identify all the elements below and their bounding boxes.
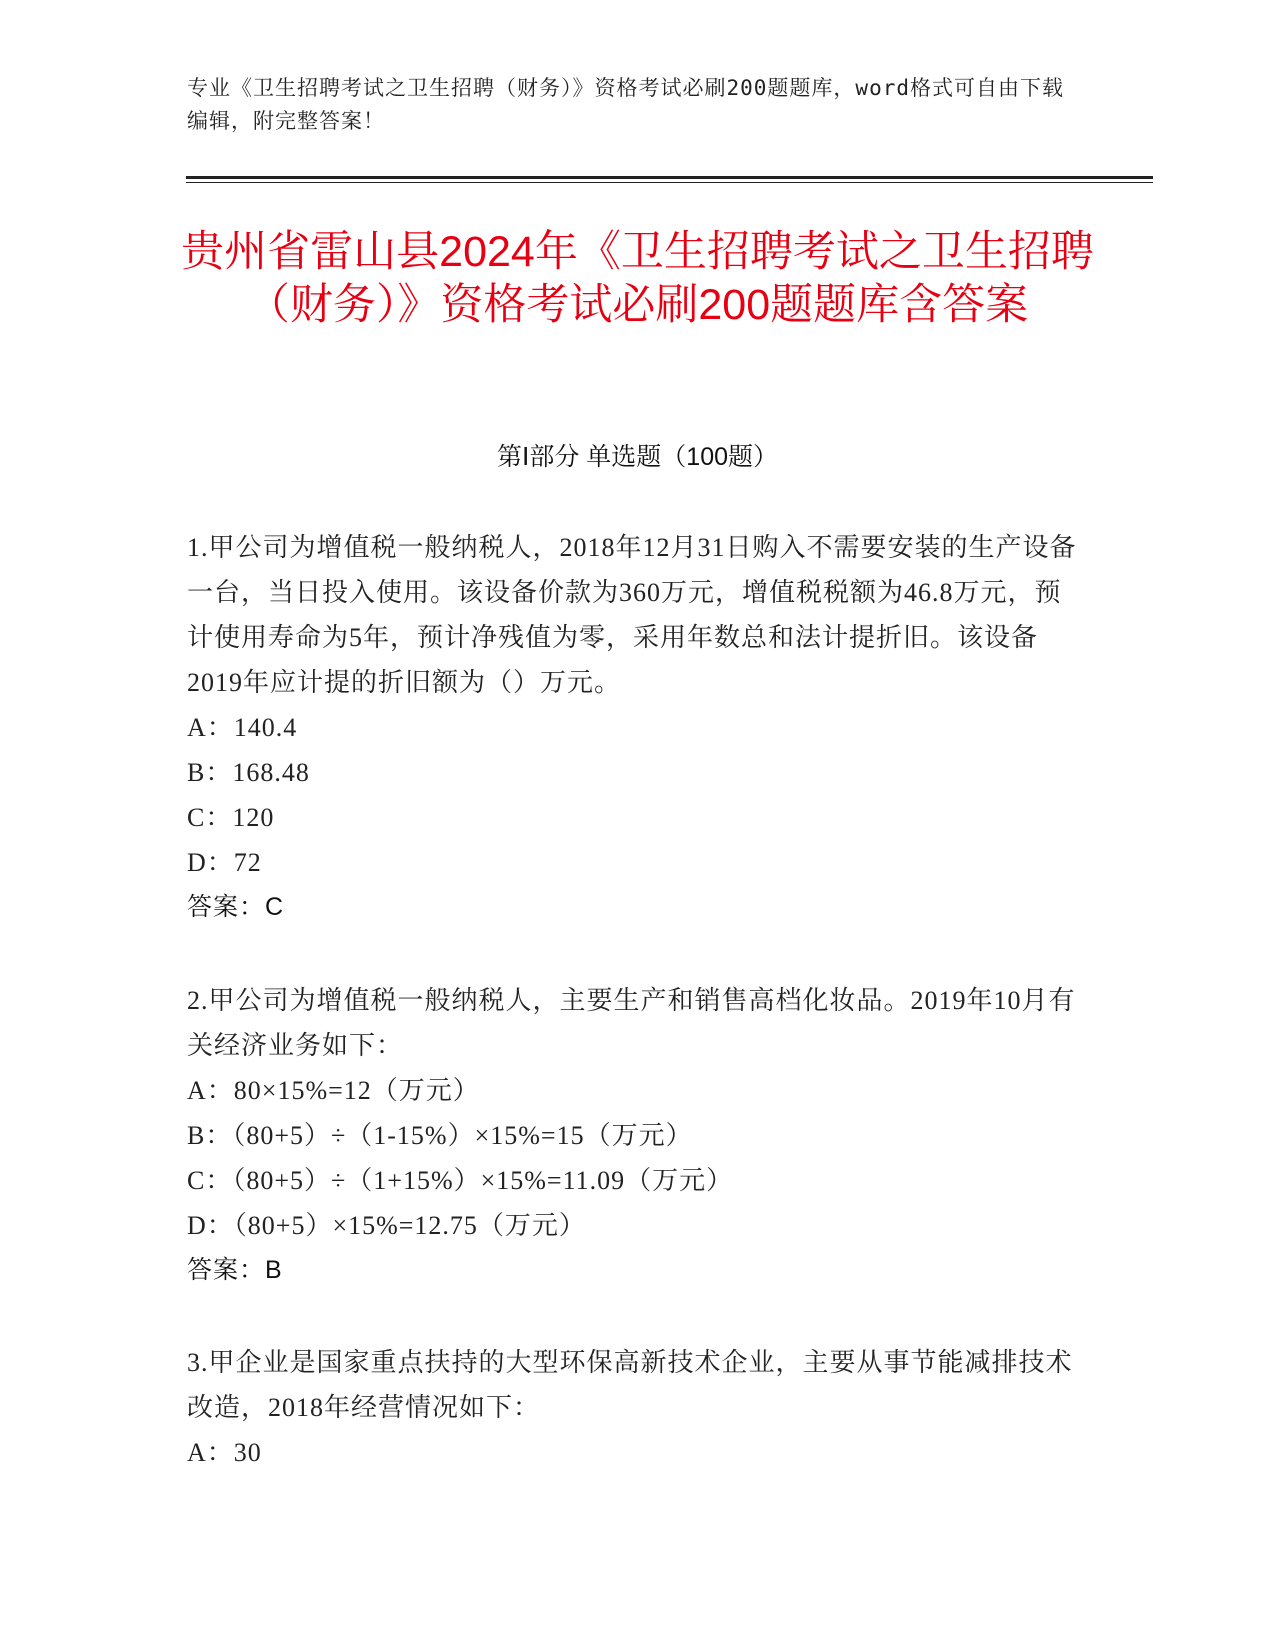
option-c: C：120 — [187, 803, 275, 832]
header-divider-thin — [186, 182, 1153, 183]
answer-line: 答案：B — [187, 1256, 283, 1284]
option-d: D：72 — [187, 848, 262, 877]
document-title: 贵州省雷山县2024年《卫生招聘考试之卫生招聘（财务）》资格考试必刷200题题库含答案 — [181, 228, 1094, 329]
option-c: C：（80+5）÷（1+15%）×15%=11.09（万元） — [187, 1166, 734, 1195]
question-stem: 3.甲企业是国家重点扶持的大型环保高新技术企业，主要从事节能减排技术改造，2018年经营情况如下： — [187, 1348, 1073, 1422]
question-stem: 1.甲公司为增值税一般纳税人，2018年12月31日购入不需要安装的生产设备一台，当日投入使用。该设备价款为360万元，增值税税额为46.8万元，预计使用寿命为5年，预计净残值为零，采用年数总和法计提折旧。该设备2019年应计提的折旧额为（）万元。 — [187, 533, 1077, 697]
header-divider — [186, 176, 1153, 179]
option-d: D：（80+5）×15%=12.75（万元） — [187, 1211, 586, 1240]
answer-line: 答案：C — [187, 893, 285, 921]
question-stem: 2.甲公司为增值税一般纳税人，主要生产和销售高档化妆品。2019年10月有关经济业务如下： — [187, 986, 1076, 1060]
option-b: B：168.48 — [187, 758, 310, 787]
question-block — [187, 978, 1077, 1293]
question-block — [187, 525, 1077, 930]
section-heading: 第Ⅰ部分 单选题（100题） — [496, 443, 779, 471]
option-b: B：（80+5）÷（1-15%）×15%=15（万元） — [187, 1121, 693, 1150]
option-a: A：80×15%=12（万元） — [187, 1076, 480, 1105]
header-note: 专业《卫生招聘考试之卫生招聘（财务）》资格考试必刷200题题库，word格式可自由下载编辑，附完整答案！ — [187, 76, 1064, 133]
option-a: A：140.4 — [187, 713, 298, 742]
question-block — [187, 1340, 1077, 1475]
option-a: A：30 — [187, 1438, 262, 1467]
